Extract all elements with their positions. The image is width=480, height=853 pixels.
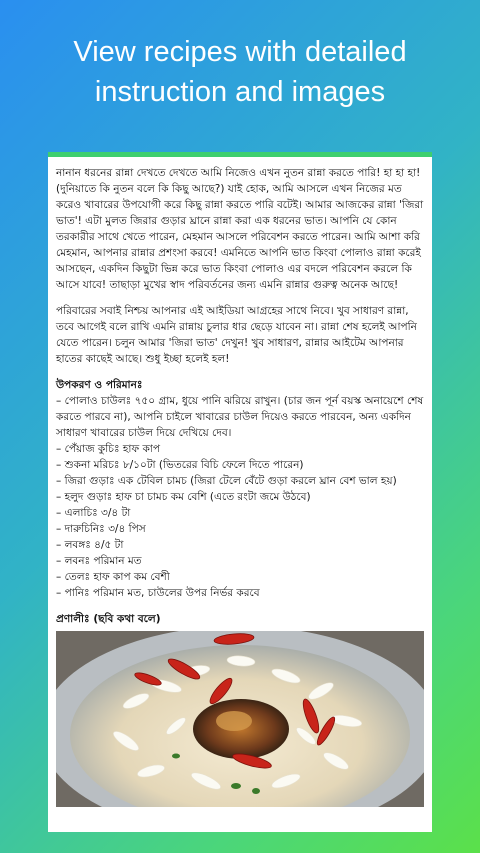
- ingredient-item: – তেলঃ হাফ কাপ কম বেশী: [56, 571, 170, 583]
- promo-headline-line2: instruction and images: [94, 76, 386, 108]
- steps-title: প্রণালীঃ (ছবি কথা বলে): [56, 613, 161, 625]
- ingredients-list: [56, 393, 424, 601]
- ingredient-item: – শুকনা মরিচঃ ৮/১০টা (ভিতরের বিচি ফেলে দিতে পারেন): [56, 459, 304, 471]
- ingredient-item: – পানিঃ পরিমান মত, চাউলের উপর নির্ভর করবে: [56, 587, 260, 599]
- second-paragraph: পরিবারের সবাই নিশ্চয় আপনার এই আইডিয়া আগ্রহের সাথে নিবে। খুব সাধারণ রান্না, তবে আগেই বলে রাখি এমনি রান্নায় চুলার ধার ছেড়ে যাবেন না। রান্না শেষ হলেই আপনি যেতে পারেন। চলুন আমার 'জিরা ভাত' দেখুন! খুব সাধারণ, রান্নার আইটেম আপনার হাতের কাছেই আছে। শুধু ইচ্ছা হলেই হল!: [56, 305, 417, 365]
- recipe-content: [48, 157, 432, 807]
- recipe-card[interactable]: [48, 152, 432, 832]
- promo-headline-line1: View recipes with detailed: [73, 36, 407, 68]
- promo-headline: [0, 32, 480, 112]
- ingredient-item: – এলাচিঃ ৩/৪ টা: [56, 507, 131, 519]
- ingredient-item: – লবঙ্গঃ ৪/৫ টা: [56, 539, 124, 551]
- cooking-pot-photo: [56, 631, 424, 807]
- ingredients-title: উপকরণ ও পরিমানঃ: [56, 379, 143, 391]
- intro-paragraph: নানান ধরনের রান্না দেখতে দেখতে আমি নিজেও এখন নুতন রান্না করতে পারি! হা হা হা! (দুনিয়াতে কি নুতন বলে কি কিছু আছে?) যাই হোক, আমি আসলে এখন নিজের মত করেও খাবারের উপযোগী করে কিছু রান্না করতে পারি বটেই। আমার আজকের রান্না 'জিরা ভাত'! এটা মুলত জিরার গুড়ার ঘ্রানে রান্না করা এক ধরনের ভাত। আপনি যে কোন তরকারীর সাথে খেতে পারেন, মেহমান আসলে পরিবেশন করতে পারেন। আমি আশা করি মেহমান, আপনার রান্নার প্রশংসা করবে! এমনিতে আপনি ভাত কিংবা পোলাও রান্না করেই আসছেন, একদিন কিছুটা ভিন্ন করে ভাত কিংবা পোলাও এর বদলে পরিবেশন করলে কি আসে যাবে! তাছাড়া মুখের স্বাদ পরিবর্তনের জন্য এমনি রান্নার গুরুত্ব অনেক আছে!: [56, 167, 424, 291]
- ingredient-item: – হলুদ গুড়াঃ হাফ চা চামচ কম বেশি (এতে রংটা জমে উঠবে): [56, 491, 311, 503]
- ingredient-item: – পেঁয়াজ কুচিঃ হাফ কাপ: [56, 443, 160, 455]
- ingredient-item: – লবনঃ পরিমান মত: [56, 555, 142, 567]
- ingredient-item: – পোলাও চাউলঃ ৭৫০ গ্রাম, ধুয়ে পানি ঝরিয়ে রাখুন। (চার জন পূর্ন বয়স্ক অনায়েশে শেষ করতে পারবে না), আপনি চাইলে খাবারের চাউল দিয়েও করতে পারবেন, অন্য একদিন সাধারণ খাবারের চাউল দিয়ে দেখিয়ে দেব।: [56, 395, 424, 439]
- ingredient-item: – জিরা গুড়াঃ এক টেবিল চামচ (জিরা টেলে বেঁটে গুড়া করলে ঘ্রান বেশ ভাল হয়): [56, 475, 397, 487]
- ingredient-item: – দারুচিনিঃ ৩/৪ পিস: [56, 523, 146, 535]
